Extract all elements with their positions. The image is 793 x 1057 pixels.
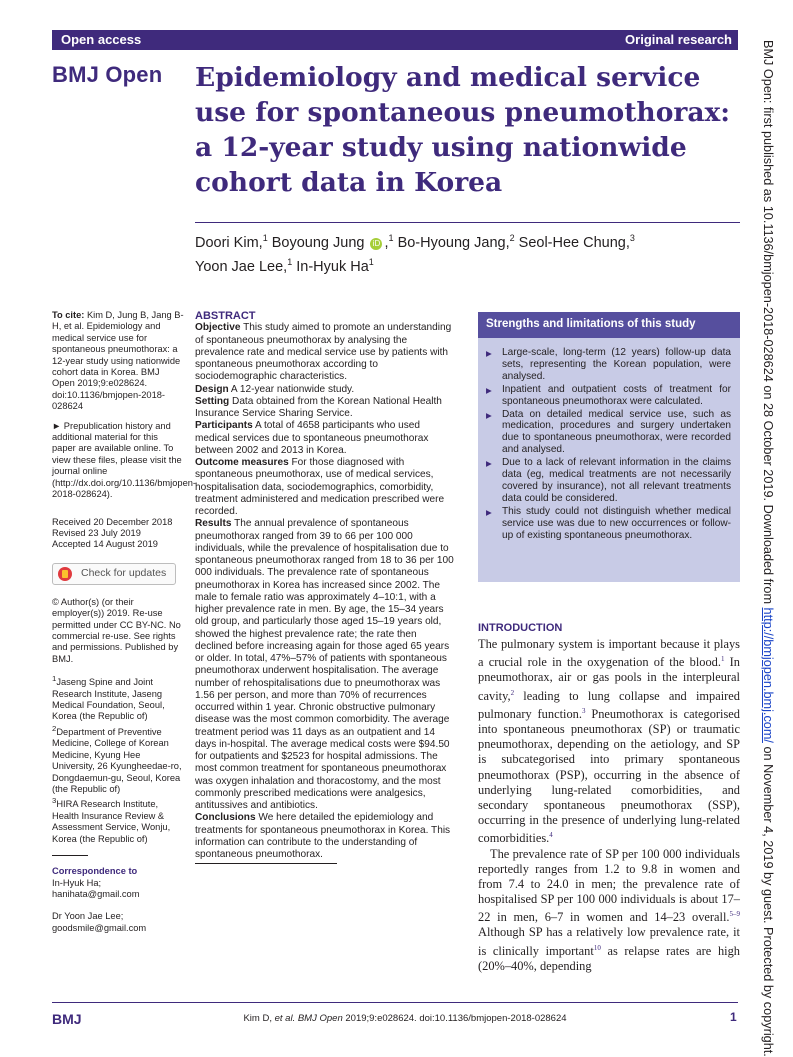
abstract-paragraph <box>195 322 457 383</box>
abstract-label: Conclusions <box>195 812 256 824</box>
citation-ref[interactable]: 3 <box>581 706 586 715</box>
affiliation-text: Jaseng Spine and Joint Research Institute, Jaseng Medical Foundation, Seoul, Korea (the Republic of) <box>52 677 165 722</box>
list-item: ▶ Inpatient and outpatient costs of treatment for spontaneous pneumothorax were calculated. <box>486 384 731 408</box>
list-item: ▶ Data on detailed medical service use, such as medication, procedures and surgery undertaken due to spontaneous pneumothorax, were recorded and analysed. <box>486 409 731 457</box>
correspondence-email[interactable]: goodsmile@gmail.com <box>52 922 147 933</box>
footer-cite-text: Kim D, <box>243 1013 275 1024</box>
correspondence-email[interactable]: hanihata@gmail.com <box>52 888 140 899</box>
abstract-label: Participants <box>195 420 253 432</box>
text-run: Pneumothorax is categorised into spontaneous pneumothorax (SP) or traumatic pneumothorax, depending on the aetiology, and SP is subcategorised into primary spontaneous pneumothorax (PSP), occurring in the absence of underlying lung-related comorbidities, and secondary spontaneous pneumothorax (SSP), occurring in the presence of underlying lung-related comorbidities. <box>478 707 741 846</box>
text-run: The pulmonary system is important because it plays a crucial role in the oxygenation of the blood. <box>478 637 740 670</box>
author-affiliation: 1 <box>388 233 394 243</box>
notice-text: BMJ Open: first published as 10.1136/bmjopen-2018-028624 on 28 October 2019. Downloaded from <box>761 40 775 608</box>
introduction-heading: INTRODUCTION <box>478 622 563 634</box>
open-access-label: Open access <box>61 32 142 47</box>
abstract-heading: ABSTRACT <box>195 310 256 322</box>
list-item: ▶ This study could not distinguish whether medical service use was due to new occurrences or follow-up of existing spontaneous pneumothorax. <box>486 506 731 542</box>
abstract-text: For those diagnosed with spontaneous pneumothorax, use of medical services, hospitalisation data, sociodemographics, comorbidity, treatment administered and medication prescribed were recorded. <box>195 457 445 517</box>
abstract-section <box>195 310 457 864</box>
author-affiliation: 3 <box>629 233 635 243</box>
page-number: 1 <box>730 1010 737 1024</box>
text-run: Although SP has a relatively low prevalence rate, it is clinically important <box>478 925 740 958</box>
correspondence-name: In-Hyuk Ha; <box>52 877 102 888</box>
cite-text: Kim D, Jung B, Jang B-H, et al. Epidemiology and medical service use for spontaneous pneumothorax: a 12-year study using nationwide cohort data in Korea. BMJ Open 2019;9:e028624. doi:10.1136/bmjopen-2018-028624 <box>52 310 184 412</box>
author-name: Boyoung Jung <box>271 234 365 251</box>
list-item: ▶ Due to a lack of relevant information in the claims data (eg, medical treatments are not necessarily covered by insurance), not all relevant treatments data could be considered. <box>486 457 731 505</box>
correspondence-heading: Correspondence to <box>52 866 138 877</box>
citation-ref[interactable]: 2 <box>510 688 515 697</box>
author-name: Seol-Hee Chung, <box>518 234 630 251</box>
orcid-icon[interactable]: iD <box>370 238 382 250</box>
abstract-text: A total of 4658 participants who used medical services due to spontaneous pneumothorax between 2002 and 2013 in Korea. <box>195 420 429 456</box>
abstract-text: The annual prevalence of spontaneous pneumothorax ranged from 39 to 66 per 100 000 individuals, while the prevalence of hospitalisation due to spontaneous pneumothorax ranged from 18 to 36 per 100 000 individuals. The prevalence rate of spontaneous pneumothorax in Korea has increased since 2002. The male to female ratio was approximately 4–10:1, with a higher prevalence rate in men. By age, the 15–34 years old group, and particularly those aged 15–19 years old, showed the highest prevalence rate; the rate then declined before increasing again for those aged 65 years or older. In total, 47%–57% of patients with spontaneous pneumothorax underwent hospitalisation. The average number of rehospitalisations due to pneumothorax was 1.56 per person, and more than 70% of recurrences occurred within 1 year. Chronic obstructive pulmonary disease was the most common comorbidity. The average treatment period was 11 days as an outpatient and 14 days in-hospital. The average medical costs were $94.50 for outpatients and $2523 for hospital admissions. The most common treatment for spontaneous pneumothorax was oxygen inhalation and thoracostomy, and the most commonly prescribed medications were analgesics, antitussives and antibiotics. <box>195 518 454 811</box>
introduction-paragraph <box>478 847 740 975</box>
strengths-heading: Strengths and limitations of this study <box>478 312 740 338</box>
abstract-text: This study aimed to promote an understanding of spontaneous pneumothorax by analysing the prevalence rate and medical service use by patients with spontaneous pneumothorax according to sociodemographic characteristics. <box>195 322 452 383</box>
abstract-paragraph <box>195 396 457 421</box>
text-run: as relapse rates are high (20%–40%, depending <box>478 943 740 973</box>
footer-logo: BMJ <box>52 1011 82 1027</box>
abstract-label: Objective <box>195 322 241 334</box>
affiliation-text: HIRA Research Institute, Health Insurance Review & Assessment Service, Wonju, Korea (the Republic of) <box>52 799 171 844</box>
abstract-paragraph <box>195 812 457 861</box>
abstract-label: Results <box>195 518 232 530</box>
author-name: Doori Kim, <box>195 234 263 251</box>
strengths-list <box>478 338 740 542</box>
affiliation-text: Department of Preventive Medicine, College of Korean Medicine, Kyung Hee University, 26 Kyungheedae-ro, Dongdaemun-gu, Seoul, Korea (the Republic of) <box>52 726 182 794</box>
affiliation-item <box>52 795 184 845</box>
copyright-notice: © Author(s) (or their employer(s)) 2019. Re-use permitted under CC BY-NC. No commercial re-use. See rights and permissions. Published by BMJ. <box>52 596 181 664</box>
notice-text: on November 4, 2019 by guest. Protected by copyright. <box>761 742 775 1057</box>
footer-cite-italic: et al. BMJ Open <box>274 1013 343 1024</box>
abstract-end-rule <box>195 863 337 864</box>
citation-ref[interactable]: 1 <box>720 655 725 664</box>
author-name: Bo-Hyoung Jang, <box>397 234 510 251</box>
list-item: ▶ Large-scale, long-term (12 years) follow-up data sets, representing the Korean population, were analysed. <box>486 347 731 383</box>
sidebar-divider <box>52 855 88 856</box>
check-for-updates-label: Check for updates <box>81 567 167 580</box>
affiliation-number: 3 <box>52 796 57 806</box>
author-affiliation: 1 <box>368 256 374 267</box>
cite-label: To cite: <box>52 310 85 320</box>
journal-logo: BMJ Open <box>52 62 163 87</box>
author-name: Yoon Jae Lee, <box>195 258 288 275</box>
update-badge-icon <box>58 567 72 581</box>
accepted-date: Accepted 14 August 2019 <box>52 539 158 550</box>
introduction-body <box>478 637 740 974</box>
text-run: leading to lung collapse and impaired pulmonary function. <box>478 688 740 721</box>
article-sidebar <box>52 310 197 934</box>
correspondence-name: Dr Yoon Jae Lee; <box>52 911 124 922</box>
abstract-label: Setting <box>195 395 230 407</box>
affiliation-number: 1 <box>52 674 57 684</box>
author-list: Doori Kim,$^1$ Boyoung Jung iD ,$^1$ Bo-Hyoung Jang,$^2$ Seol-Hee Chung,$^3$ Yoon Jae Lee,$^1$ In-Hyuk Ha$^1$ <box>195 233 635 275</box>
article-title: Epidemiology and medical service use for spontaneous pneumothorax: a 12-year study using nationwide cohort data in Korea <box>195 62 731 198</box>
header-bar <box>52 30 738 50</box>
abstract-paragraph <box>195 457 457 518</box>
text-run: In pneumothorax, air or gas pools in the interpleural cavity, <box>478 655 741 703</box>
citation-ref[interactable]: 5–9 <box>729 910 740 919</box>
abstract-text: A 12-year nationwide study. <box>228 383 355 395</box>
abstract-text: We here detailed the epidemiology and treatments for spontaneous pneumothorax in Korea. This information can contribute to the understanding of spontaneous pneumothorax. <box>195 812 451 860</box>
prepublication-note: ► Prepublication history and additional material for this paper are available online. To view these files, please visit the journal online (http://dx.doi.org/10.1136/bmjopen-2018-028624). <box>52 420 197 500</box>
download-notice <box>761 40 775 1057</box>
received-date: Received 20 December 2018 <box>52 516 173 527</box>
abstract-label: Outcome measures <box>195 457 289 468</box>
affiliation-item <box>52 673 184 723</box>
introduction-paragraph <box>478 637 740 847</box>
footer-citation <box>195 1013 615 1024</box>
journal-link[interactable]: http://bmjopen.bmj.com/ <box>761 607 775 743</box>
citation-block <box>52 310 184 413</box>
affiliation-number: 2 <box>52 723 57 733</box>
article-type-label: Original research <box>625 32 732 47</box>
footer-cite-text: 2019;9:e028624. doi:10.1136/bmjopen-2018-028624 <box>342 1013 567 1024</box>
abstract-text: Data obtained from the Korean National Health Insurance Service Sharing Service. <box>195 395 442 419</box>
affiliation-item <box>52 723 184 796</box>
revised-date: Revised 23 July 2019 <box>52 527 141 538</box>
check-for-updates-button[interactable] <box>52 563 176 585</box>
citation-ref[interactable]: 10 <box>593 943 601 952</box>
title-divider <box>195 222 740 223</box>
text-run: The prevalence rate of SP per 100 000 individuals reportedly ranges from 1.2 to 9.8 in women and from 7.4 to 24.0 in men; the prevalence rate of hospitalised SP per 100 000 individuals is about 17–22 in men, 6–7 in women and 14–23 overall. <box>478 846 740 925</box>
abstract-paragraph <box>195 384 457 396</box>
citation-ref[interactable]: 4 <box>549 831 553 840</box>
author-affiliation: 2 <box>509 233 515 243</box>
author-affiliation: 1 <box>287 256 293 267</box>
author-affiliation: 1 <box>262 233 268 243</box>
footer-divider <box>52 1002 738 1003</box>
abstract-label: Design <box>195 383 229 395</box>
download-notice-strip <box>761 40 787 1057</box>
author-name: In-Hyuk Ha <box>296 258 369 275</box>
abstract-paragraph <box>195 518 457 812</box>
abstract-paragraph <box>195 420 457 457</box>
strengths-limitations-box <box>478 312 740 582</box>
